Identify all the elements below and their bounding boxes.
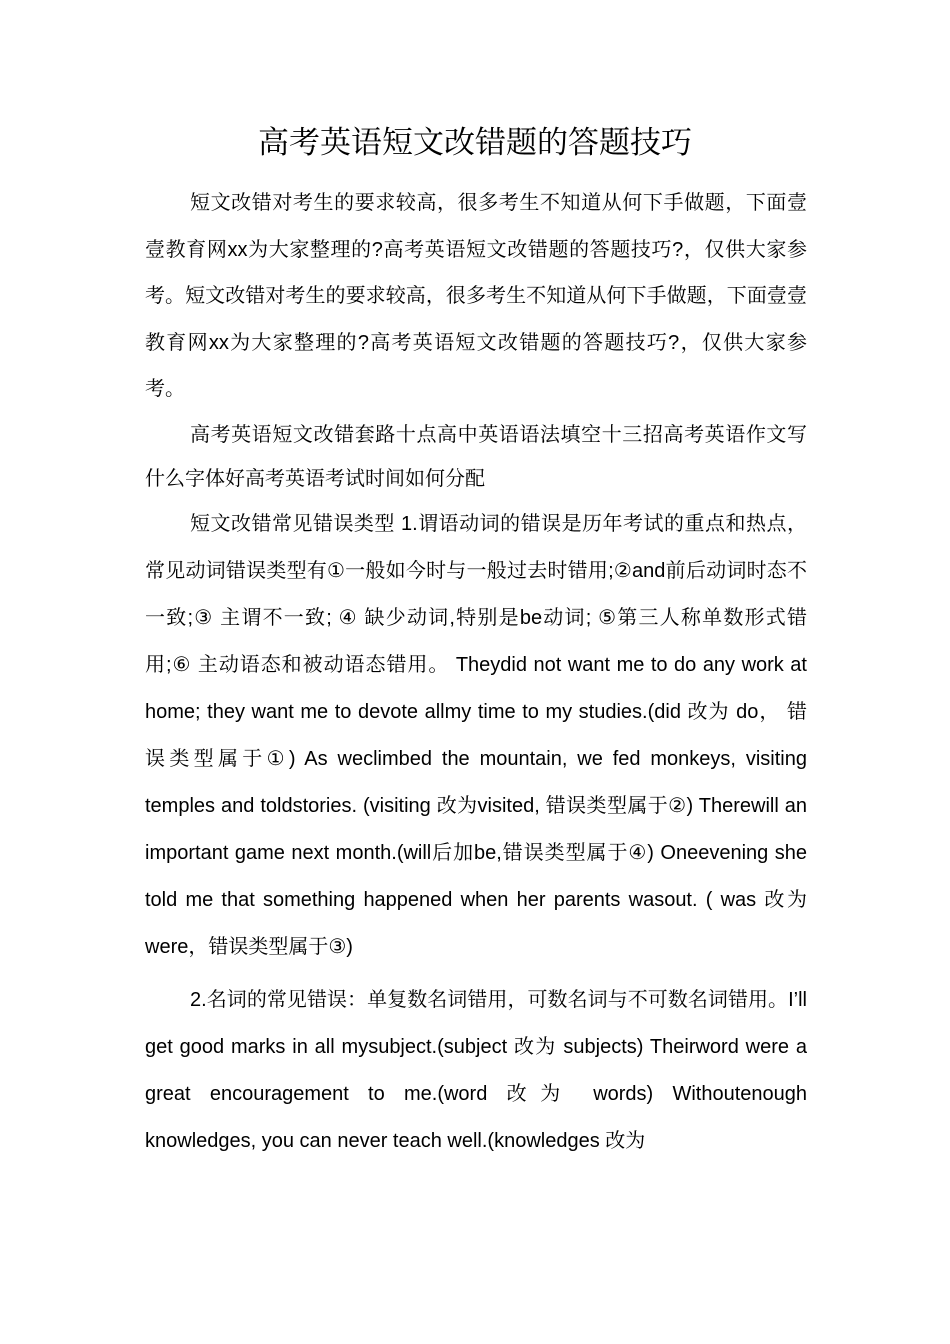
- paragraph-intro: 短文改错对考生的要求较高，很多考生不知道从何下手做题，下面壹壹教育网xx为大家整理的?高考英语短文改错题的答题技巧?，仅供大家参考。短文改错对考生的要求较高，很多考生不知道从何下手做题，下面壹壹教育网xx为大家整理的?高考英语短文改错题的答题技巧?，仅供大家参考。: [145, 192, 807, 400]
- paragraph-verb-errors: 短文改错常见错误类型 1.谓语动词的错误是历年考试的重点和热点，常见动词错误类型有①一般如今时与一般过去时错用;②and前后动词时态不一致;③ 主谓不一致; ④ 缺少动词,特别是be动词; ⑤第三人称单数形式错用;⑥ 主动语态和被动语态错用。 Theydid not want me to do any work at home; they want me to devote allmy time to my studies.(did 改为 do， 错误类型属于①) As weclimbed the mountain, we fed monkeys, visiting temples and toldstories. (visiting 改为visited, 错误类型属于②) Therewill an important game next month.(will后加be,错误类型属于④) Oneevening she told me that something happened when her parents wasout. ( was 改为were，错误类型属于③): [145, 512, 807, 958]
- document-body: [145, 180, 807, 1165]
- paragraph-noun-errors: 2.名词的常见错误：单复数名词错用，可数名词与不可数名词错用。I’ll get good marks in all mysubject.(subject 改为 subjects) Theirword were a great encouragement to me.(word 改为 words) Withoutenough knowledges, you can never teach well.(knowledges 改为: [145, 988, 807, 1152]
- paragraph-related-links: 高考英语短文改错套路十点高中英语语法填空十三招高考英语作文写什么字体好高考英语考试时间如何分配: [145, 423, 807, 490]
- document-title: 高考英语短文改错题的答题技巧: [258, 125, 692, 161]
